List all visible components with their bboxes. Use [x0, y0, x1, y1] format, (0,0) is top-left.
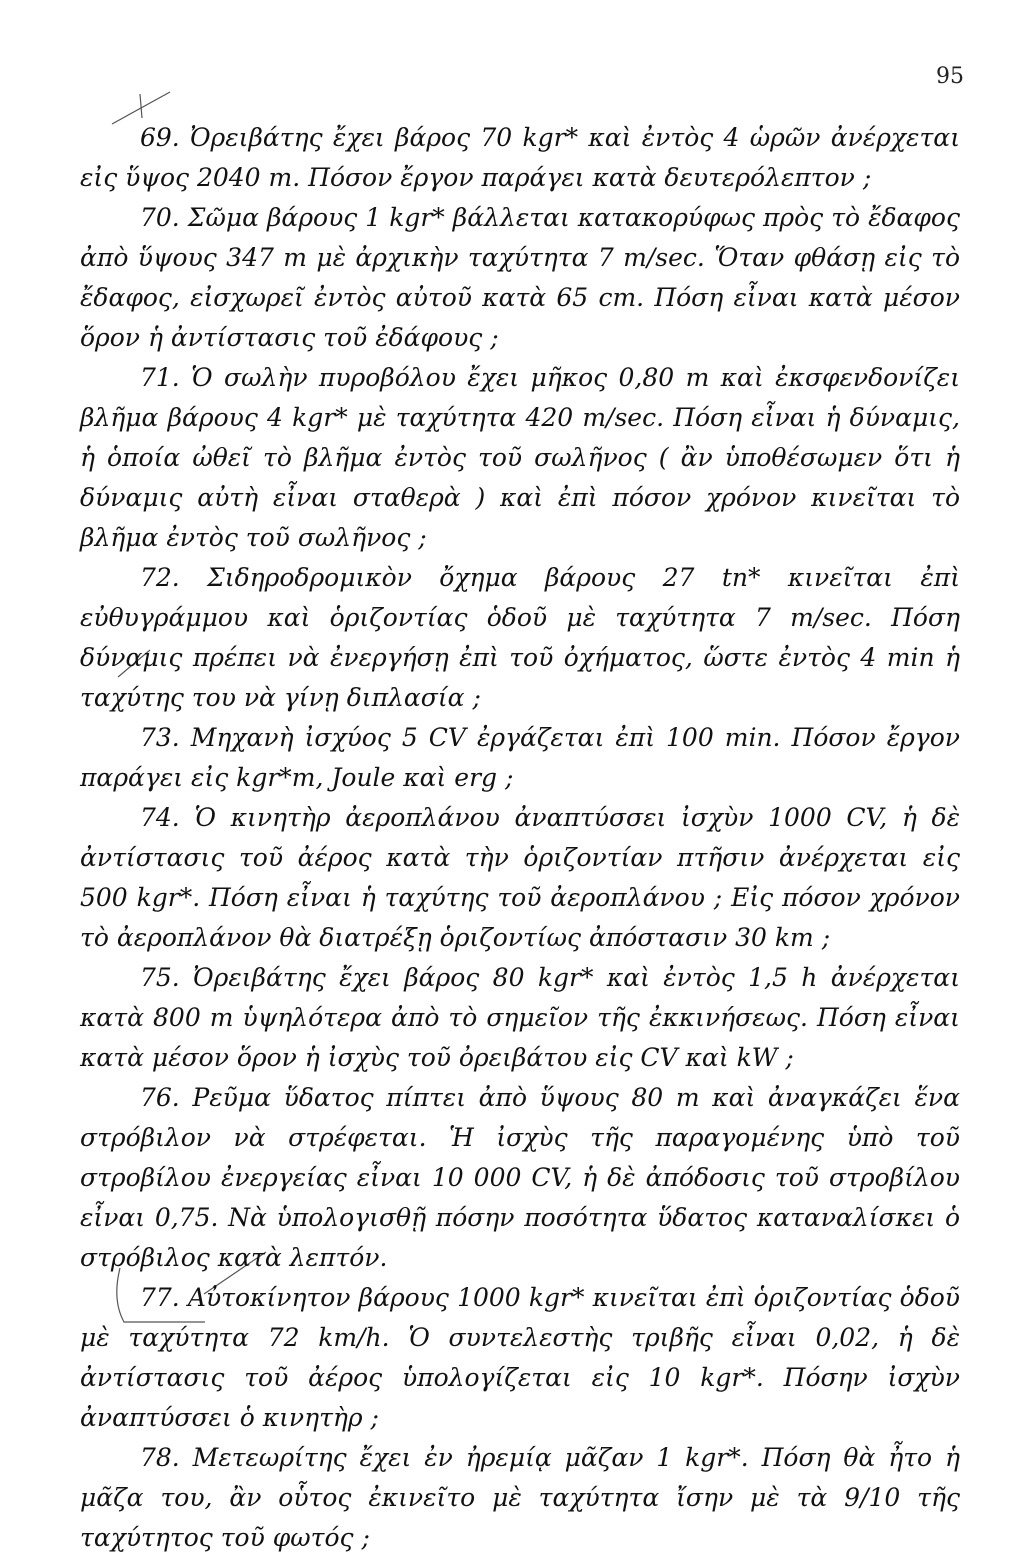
problem-75: 75. Ὀρειβάτης ἔχει βάρος 80 kgr* καὶ ἐντὸς 1,5 h ἀνέρχεται κατὰ 800 m ὑψηλότερα ἀπὸ τὸ σημεῖον τῆς ἐκκινήσεως. Πόση εἶναι κατὰ μέσον ὅρον ἡ ἰσχὺς τοῦ ὀρειβάτου εἰς CV καὶ kW ; — [80, 963, 960, 1072]
problem-73: 73. Μηχανὴ ἰσχύος 5 CV ἐργάζεται ἐπὶ 100 min. Πόσον ἔργον παράγει εἰς kgr*m, Joule καὶ erg ; — [80, 723, 960, 792]
problem-77: 77. Αὐτοκίνητον βάρους 1000 kgr* κινεῖται ἐπὶ ὁριζοντίας ὁδοῦ μὲ ταχύτητα 72 km/h. Ὁ συντελεστὴς τριβῆς εἶναι 0,02, ἡ δὲ ἀντίστασις τοῦ ἀέρος ὑπολογίζεται εἰς 10 kgr*. Πόσην ἰσχὺν ἀναπτύσσει ὁ κινητὴρ ; — [80, 1283, 961, 1432]
problem-list — [80, 118, 960, 1558]
problem-76: 76. Ρεῦμα ὕδατος πίπτει ἀπὸ ὕψους 80 m καὶ ἀναγκάζει ἕνα στρόβιλον νὰ στρέφεται. Ἡ ἰσχὺς τῆς παραγομένης ὑπὸ τοῦ στροβίλου ἐνεργείας εἶναι 10 000 CV, ἡ δὲ ἀπόδοσις τοῦ στροβίλου εἶναι 0,75. Νὰ ὑπολογισθῇ πόσην ποσότητα ὕδατος καταναλίσκει ὁ στρόβιλος κατὰ λεπτόν. — [80, 1083, 960, 1272]
page-number: 95 — [936, 64, 964, 89]
problem-69: 69. Ὀρειβάτης ἔχει βάρος 70 kgr* καὶ ἐντὸς 4 ὡρῶν ἀνέρχεται εἰς ὕψος 2040 m. Πόσον ἔργον παράγει κατὰ δευτερόλεπτον ; — [80, 123, 960, 192]
problem-71: 71. Ὁ σωλὴν πυροβόλου ἔχει μῆκος 0,80 m καὶ ἐκσφενδονίζει βλῆμα βάρους 4 kgr* μὲ ταχύτητα 420 m/sec. Πόση εἶναι ἡ δύναμις, ἡ ὁποία ὠθεῖ τὸ βλῆμα ἐντὸς τοῦ σωλῆνος ( ἂν ὑποθέσωμεν ὅτι ἡ δύναμις αὐτὴ εἶναι σταθερὰ ) καὶ ἐπὶ πόσον χρόνον κινεῖται τὸ βλῆμα ἐντὸς τοῦ σωλῆνος ; — [80, 363, 960, 552]
problem-78: 78. Μετεωρίτης ἔχει ἐν ἠρεμίᾳ μᾶζαν 1 kgr*. Πόση θὰ ἦτο ἡ μᾶζα του, ἂν οὗτος ἐκινεῖτο μὲ ταχύτητα ἴσην μὲ τὰ 9/10 τῆς ταχύτητος τοῦ φωτός ; — [80, 1443, 960, 1552]
problem-70: 70. Σῶμα βάρους 1 kgr* βάλλεται κατακορύφως πρὸς τὸ ἔδαφος ἀπὸ ὕψους 347 m μὲ ἀρχικὴν ταχύτητα 7 m/sec. Ὅταν φθάσῃ εἰς τὸ ἔδαφος, εἰσχωρεῖ ἐντὸς αὐτοῦ κατὰ 65 cm. Πόση εἶναι κατὰ μέσον ὅρον ἡ ἀντίστασις τοῦ ἐδάφους ; — [80, 203, 960, 352]
problem-74: 74. Ὁ κινητὴρ ἀεροπλάνου ἀναπτύσσει ἰσχὺν 1000 CV, ἡ δὲ ἀντίστασις τοῦ ἀέρος κατὰ τὴν ὁριζοντίαν πτῆσιν ἀνέρχεται εἰς 500 kgr*. Πόση εἶναι ἡ ταχύτης τοῦ ἀεροπλάνου ; Εἰς πόσον χρόνον τὸ ἀεροπλάνον θὰ διατρέξῃ ὁριζοντίως ἀπόστασιν 30 km ; — [80, 803, 960, 952]
problem-72: 72. Σιδηροδρομικὸν ὄχημα βάρους 27 tn* κινεῖται ἐπὶ εὐθυγράμμου καὶ ὁριζοντίας ὁδοῦ μὲ ταχύτητα 7 m/sec. Πόση δύναμις πρέπει νὰ ἐνεργήσῃ ἐπὶ τοῦ ὀχήματος, ὥστε ἐντὸς 4 min ἡ ταχύτης του νὰ γίνῃ διπλασία ; — [80, 563, 960, 712]
